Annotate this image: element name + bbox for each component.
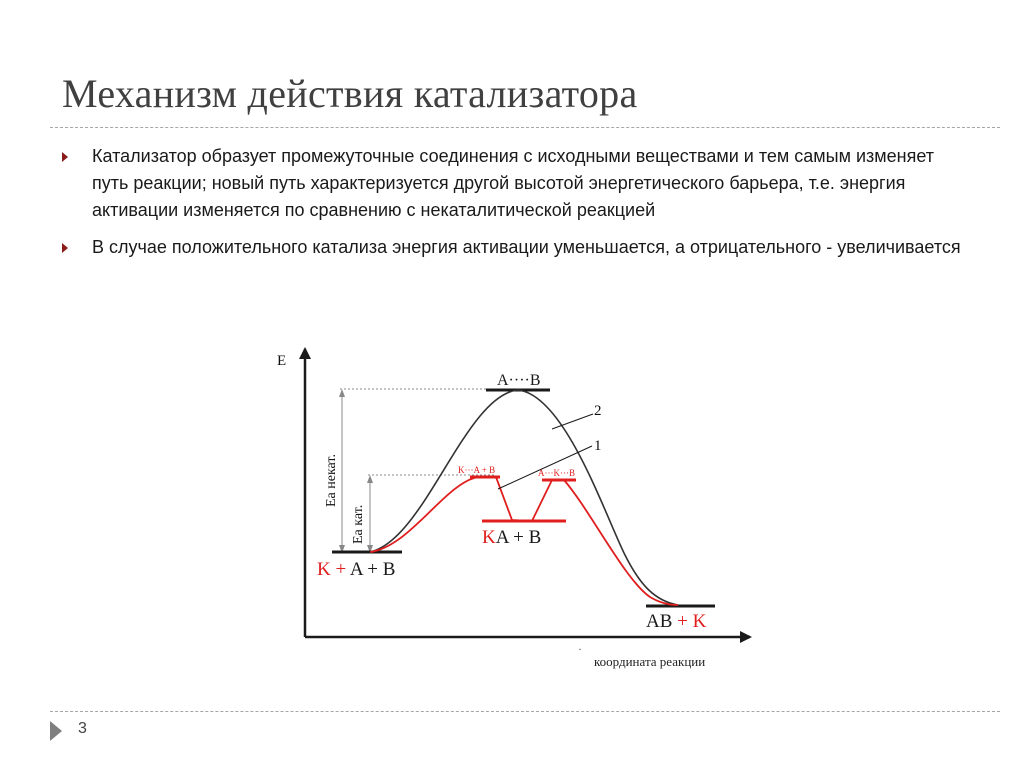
bullet-text: Катализатор образует промежуточные соединения с исходными веществами и тем самым изменяет путь реакции; новый путь характеризуется другой высотой энергетического барьера, т.е. энергия активации изменяется по сравнению с некаталитической реакцией [92,146,935,220]
catalyzed-ts2-label: A···K···B [538,468,575,478]
bullet-arrow-icon [62,243,68,253]
ea-cat-label: Eа кат. [351,504,366,544]
products-species: AB [646,611,678,632]
reactants-species: A + B [346,559,396,580]
products-label [646,611,707,632]
y-axis-label: E [277,353,287,369]
footer-arrow-icon [50,721,62,741]
energy-profile-diagram [260,335,760,680]
ea-uncat-label: Eа некат. [324,454,339,507]
bullet-list [62,143,962,271]
bullet-arrow-icon [62,152,68,162]
reactants-label [317,559,395,580]
reactants-catalyst: K + [317,559,347,580]
curve-1-label: 1 [594,438,602,454]
curve-2-label: 2 [594,403,602,419]
bullet-item [62,143,962,224]
intermediate-species: A + B [495,527,542,548]
x-axis-dot: · [578,642,582,656]
uncat-ts-label: A····B [497,372,541,389]
slide-title: Механизм действия катализатора [62,71,638,116]
page-number: 3 [78,720,87,737]
intermediate-catalyst: K [482,527,496,548]
catalyzed-ts1-label: K···A + B [458,465,496,475]
footer-divider [50,711,1000,712]
bullet-text: В случае положительного катализа энергия активации уменьшается, а отрицательного - увеличивается [92,237,961,257]
products-catalyst: + K [677,611,707,632]
x-axis-label: координата реакции [594,654,706,669]
title-divider [50,127,1000,128]
uncatalyzed-curve [370,390,678,605]
bullet-item [62,234,962,261]
intermediate-label [482,527,541,548]
